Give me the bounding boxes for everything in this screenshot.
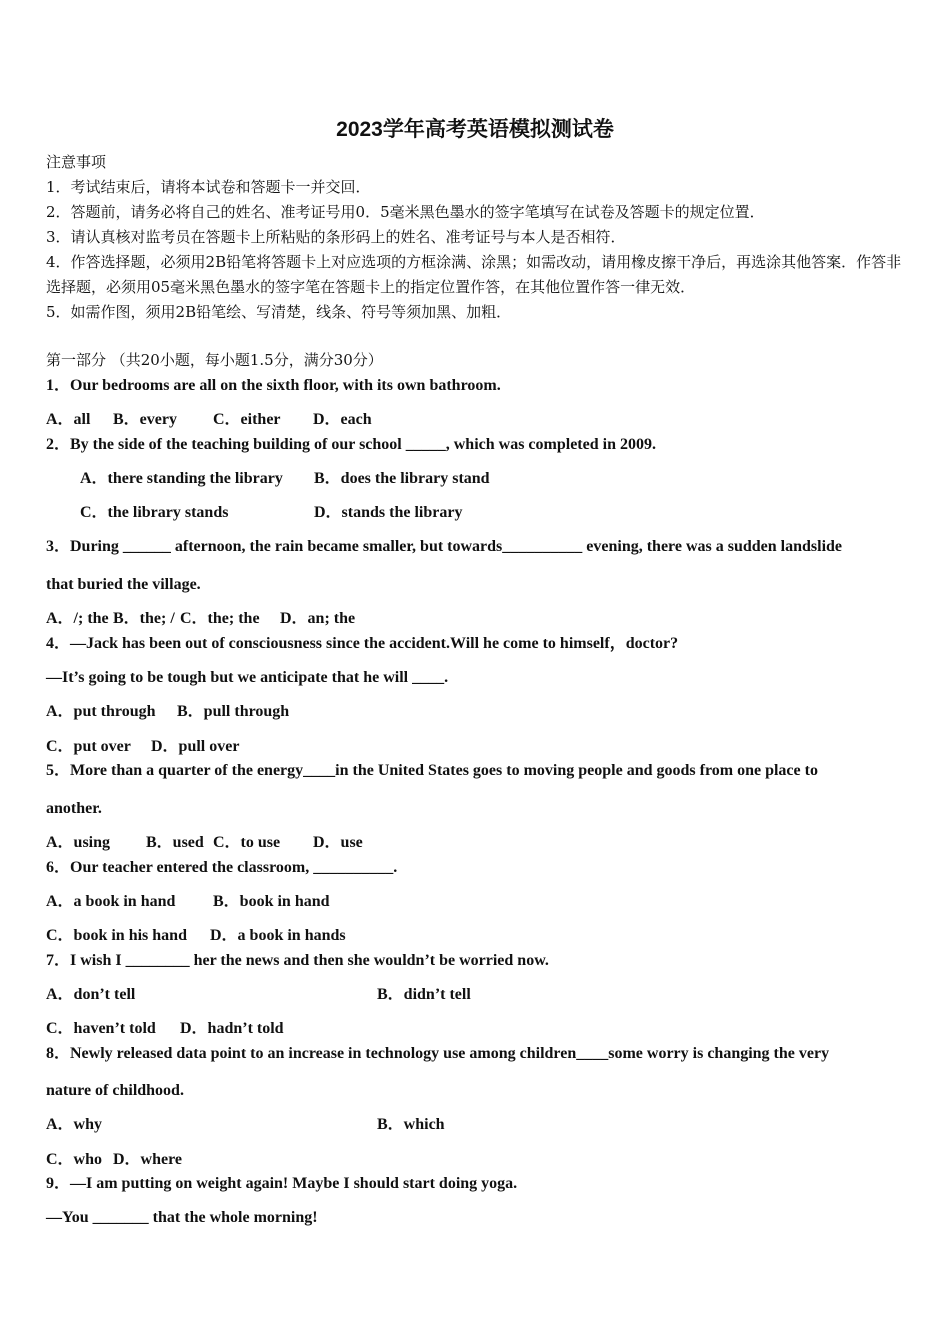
notice-block: [46, 150, 906, 325]
options-row-4b: [46, 736, 239, 758]
options-row-7a: [46, 984, 471, 1006]
option-b: B．book in hand: [213, 893, 330, 910]
options-row-2b: [80, 502, 462, 524]
option-c: C．the; the: [180, 610, 260, 627]
question-reply-9: —You _______ that the whole morning!: [46, 1209, 318, 1226]
option-c: C．haven’t told: [46, 1020, 156, 1037]
question-stem-3: 3．During ______ afternoon, the rain became smaller, but towards__________ evening, there was a sudden landslide: [46, 538, 843, 555]
options-row-4a: [46, 701, 289, 723]
options-row-5: [46, 832, 363, 854]
options-row-1: [46, 409, 372, 431]
notice-item: 2．答题前，请务必将自己的姓名、准考证号用0．5毫米黑色墨水的签字笔填写在试卷及答题卡的规定位置．: [46, 203, 765, 221]
option-b: B．every: [113, 411, 177, 428]
question-stem-9: 9．—I am putting on weight again! Maybe I should start doing yoga.: [46, 1175, 518, 1192]
option-a: A．put through: [46, 703, 156, 720]
question-stem-5: 5．More than a quarter of the energy____in the United States goes to moving people and goods from one place to: [46, 762, 818, 779]
option-a: A．a book in hand: [46, 893, 176, 910]
options-row-3: [46, 608, 355, 630]
option-a: A．using: [46, 834, 111, 851]
option-d: D．stands the library: [314, 504, 463, 521]
option-a: A．there standing the library: [80, 470, 283, 487]
question-stem-1: 1．Our bedrooms are all on the sixth floor, with its own bathroom.: [46, 377, 501, 394]
option-b: B．the; /: [113, 610, 175, 627]
option-a: A．all: [46, 411, 91, 428]
option-d: D．a book in hands: [210, 927, 346, 944]
option-a: A．why: [46, 1116, 103, 1133]
option-b: B．pull through: [177, 703, 290, 720]
option-a: A．don’t tell: [46, 986, 136, 1003]
options-row-6b: [46, 925, 346, 947]
question-stem-7: 7．I wish I ________ her the news and then she wouldn’t be worried now.: [46, 952, 549, 969]
option-d: D．use: [313, 834, 363, 851]
option-c: C．either: [213, 411, 281, 428]
option-c: C．book in his hand: [46, 927, 187, 944]
question-stem-6: 6．Our teacher entered the classroom, __________.: [46, 859, 398, 876]
option-b: B．does the library stand: [314, 470, 490, 487]
question-stem-5-cont: another.: [46, 800, 102, 817]
option-c: C．put over: [46, 738, 131, 755]
page-title: 2023学年高考英语模拟测试卷: [336, 118, 614, 141]
question-stem-8-cont: nature of childhood.: [46, 1082, 184, 1099]
options-row-8a: [46, 1114, 445, 1136]
question-stem-3-cont: that buried the village.: [46, 576, 201, 593]
option-a: A．/; the: [46, 610, 109, 627]
notice-heading: 注意事项: [46, 153, 107, 171]
question-stem-8: 8．Newly released data point to an increase in technology use among children____some worry is changing the very: [46, 1045, 830, 1062]
option-d: D．hadn’t told: [180, 1020, 284, 1037]
option-d: D．each: [313, 411, 372, 428]
option-c: C．the library stands: [80, 504, 229, 521]
options-row-7b: [46, 1018, 284, 1040]
option-d: D．where: [113, 1151, 183, 1168]
option-c: C．to use: [213, 834, 281, 851]
notice-item: 1．考试结束后，请将本试卷和答题卡一并交回．: [46, 178, 371, 196]
option-b: B．which: [377, 1116, 445, 1133]
question-reply-4: —It’s going to be tough but we anticipate that he will ____.: [46, 669, 449, 686]
option-c: C．who: [46, 1151, 103, 1168]
question-stem-2: 2．By the side of the teaching building of our school _____, which was completed in 2009.: [46, 436, 656, 453]
options-row-2a: [80, 468, 490, 490]
option-d: D．an; the: [280, 610, 356, 627]
option-b: B．didn’t tell: [377, 986, 471, 1003]
section-heading: 第一部分 （共20小题，每小题1.5分，满分30分）: [46, 351, 383, 369]
notice-item: 3．请认真核对监考员在答题卡上所粘贴的条形码上的姓名、准考证号与本人是否相符．: [46, 228, 626, 246]
option-b: B．used: [146, 834, 204, 851]
option-d: D．pull over: [151, 738, 240, 755]
question-stem-4: 4．—Jack has been out of consciousness since the accident.Will he come to himself，doctor?: [46, 635, 679, 652]
notice-item: 5．如需作图，须用2B铅笔绘、写清楚，线条、符号等须加黑、加粗．: [46, 303, 512, 321]
options-row-6a: [46, 891, 330, 913]
notice-item: 4．作答选择题，必须用2B铅笔将答题卡上对应选项的方框涂满、涂黑；如需改动，请用橡皮擦干净后，再选涂其他答案．作答非选择题，必须用05毫米黑色墨水的签字笔在答题卡上的指定位置作答，在其他位置作答一律无效．: [46, 253, 902, 296]
options-row-8b: [46, 1149, 182, 1171]
